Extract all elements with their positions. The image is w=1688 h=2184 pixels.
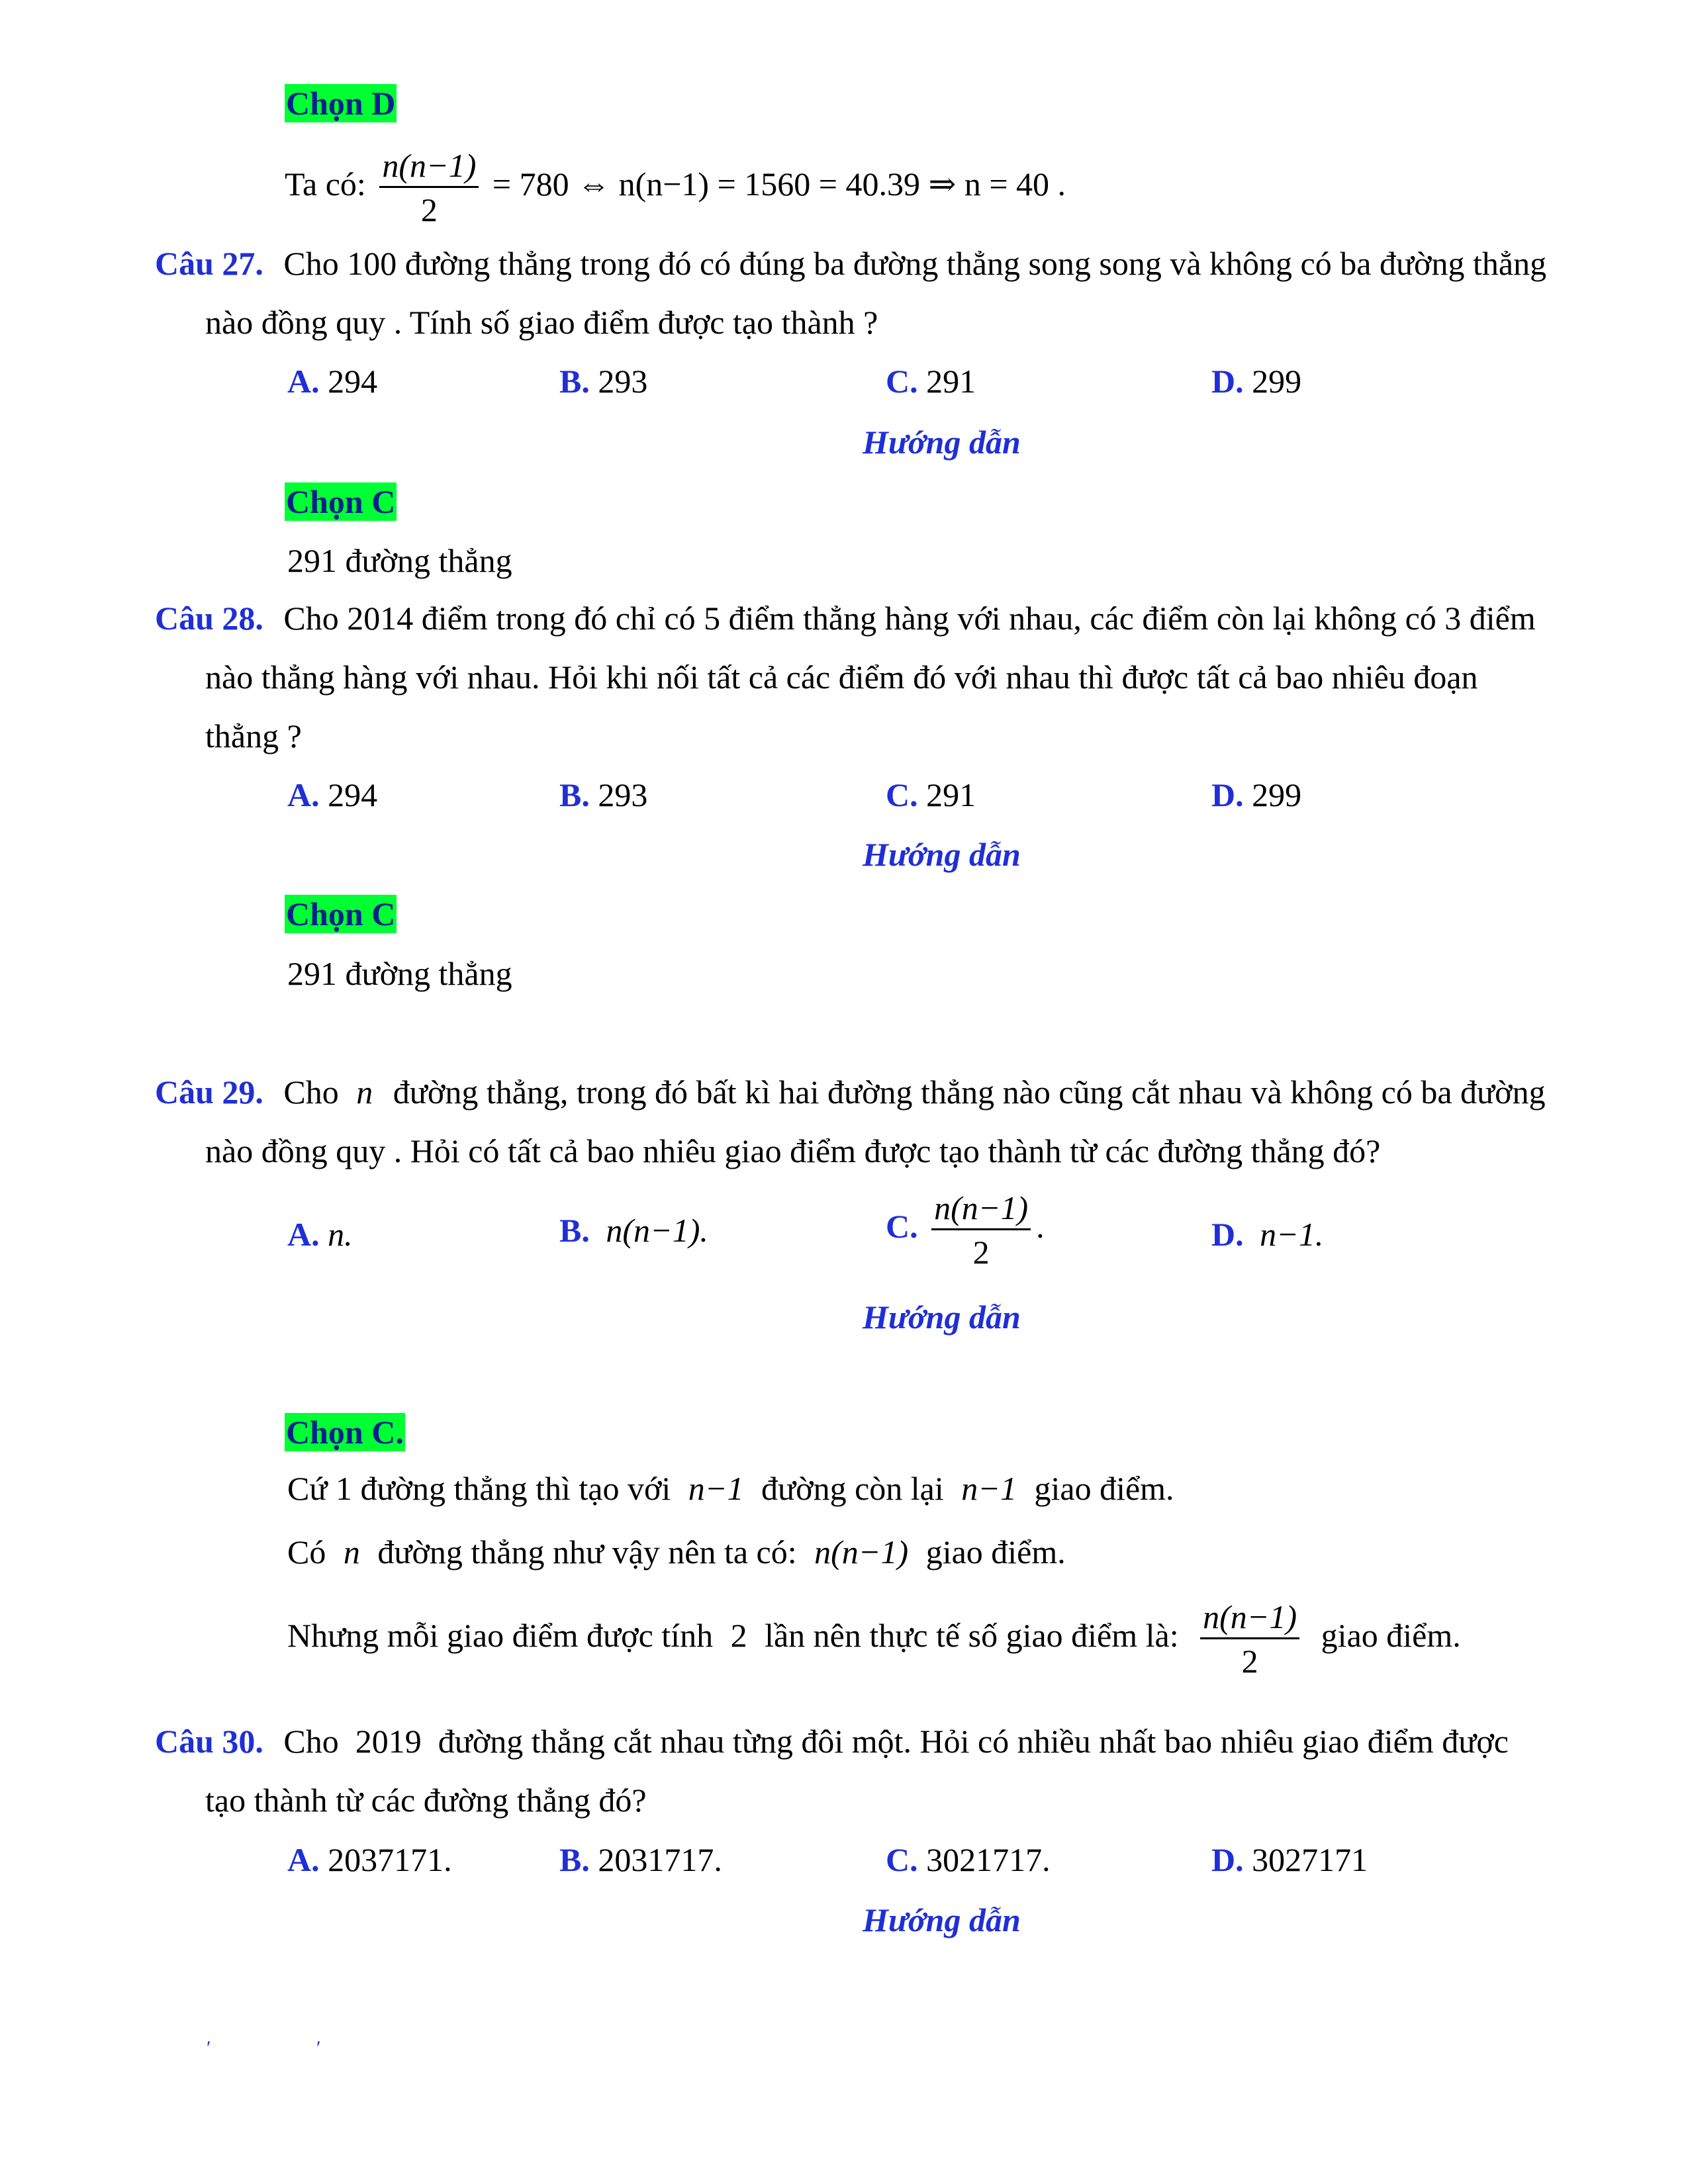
question-text-line: nào đồng quy . Hỏi có tất cả bao nhiêu giao điểm được tạo thành từ các đường thẳng đó? — [205, 1132, 1381, 1169]
solution-text: đường thẳng như vậy nên ta có: — [377, 1533, 797, 1570]
solution-line-3 — [287, 1600, 1461, 1678]
fraction-denominator: 2 — [1241, 1643, 1258, 1680]
solution-equation: = 780 ⇔ n(n−1) = 1560 = 40.39 ⇒ n = 40 . — [492, 165, 1066, 203]
option-letter: D. — [1211, 776, 1244, 813]
fraction — [1200, 1600, 1299, 1678]
option-text: 2031717. — [598, 1841, 722, 1878]
solution-text: Nhưng mỗi giao điểm được tính — [287, 1616, 714, 1654]
solution-text: giao điểm. — [1034, 1470, 1174, 1507]
question-text-line: tạo thành từ các đường thẳng đó? — [205, 1782, 647, 1819]
fraction — [379, 149, 479, 226]
option-letter: B. — [559, 1212, 590, 1249]
option-a — [287, 365, 377, 398]
option-text: 3021717. — [926, 1841, 1051, 1878]
question-text: Cho 2014 điểm trong đó chỉ có 5 điểm thẳng hàng với nhau, các điểm còn lại không có 3 điểm — [283, 600, 1536, 637]
solution-line-2 — [287, 1535, 1066, 1569]
question-text: Cho 2019 đường thẳng cắt nhau từng đôi một. Hỏi có nhiều nhất bao nhiêu giao điểm được — [283, 1723, 1509, 1760]
question-text-line: thẳng ? — [205, 717, 302, 754]
solution-text: lần nên thực tế số giao điểm là: — [765, 1616, 1179, 1654]
option-c — [886, 1191, 1045, 1269]
option-letter: A. — [287, 363, 320, 400]
guide-heading: Hướng dẫn — [863, 1298, 1021, 1336]
answer-badge: Chọn C — [286, 895, 396, 933]
option-text: 294 — [328, 363, 378, 400]
option-b — [559, 778, 647, 811]
option-a — [287, 778, 377, 811]
math-expr: n−1 — [961, 1470, 1017, 1507]
option-text: 299 — [1252, 363, 1302, 400]
solution-text: đường còn lại — [761, 1470, 944, 1507]
option-letter: B. — [559, 363, 590, 400]
answer-badge: Chọn D — [286, 85, 396, 122]
option-c — [886, 1843, 1051, 1876]
option-a — [287, 1843, 452, 1876]
solution-text: giao điểm. — [1321, 1616, 1461, 1654]
option-letter: C. — [886, 363, 918, 400]
fraction-numerator: n(n−1) — [1200, 1600, 1299, 1639]
solution-text: Cứ 1 đường thẳng thì tạo với — [287, 1470, 671, 1507]
option-text: n−1. — [1260, 1216, 1324, 1253]
option-letter: C. — [886, 1841, 918, 1878]
solution-text: Có — [287, 1533, 326, 1570]
solution-line-1 — [287, 1472, 1174, 1505]
option-letter: A. — [287, 1841, 320, 1878]
option-c — [886, 365, 976, 398]
question-number: Câu 30. — [155, 1723, 263, 1760]
question-text: Cho 100 đường thẳng trong đó có đúng ba đường thẳng song song và không có ba đường thẳng — [283, 245, 1547, 282]
option-tail: . — [1036, 1207, 1045, 1245]
question-number: Câu 28. — [155, 600, 263, 637]
option-text: 299 — [1252, 776, 1302, 813]
option-text: 2037171. — [328, 1841, 452, 1878]
solution-prefix: Ta có: — [285, 165, 366, 203]
option-text: 291 — [926, 363, 976, 400]
question-27 — [155, 247, 1546, 280]
question-text-line: nào thẳng hàng với nhau. Hỏi khi nối tất cả các điểm đó với nhau thì được tất cả bao nhiêu đoạn — [205, 659, 1478, 696]
option-text: 3027171 — [1252, 1841, 1368, 1878]
fraction-denominator: 2 — [972, 1234, 990, 1271]
cutoff-accent-mark: ʹ — [207, 2037, 211, 2059]
question-29 — [155, 1075, 1546, 1109]
question-28 — [155, 602, 1536, 635]
solution-text: giao điểm. — [925, 1533, 1066, 1570]
solution-text: 291 đường thẳng — [287, 955, 512, 992]
option-letter: D. — [1211, 363, 1244, 400]
variable-n: n — [356, 1073, 373, 1111]
guide-heading: Hướng dẫn — [863, 424, 1021, 461]
variable-n: n — [343, 1533, 360, 1570]
question-number: Câu 27. — [155, 245, 263, 282]
math-expr: n−1 — [688, 1470, 744, 1507]
option-b — [559, 1843, 722, 1876]
option-letter: C. — [886, 776, 918, 813]
option-letter: D. — [1211, 1841, 1244, 1878]
guide-heading: Hướng dẫn — [863, 1901, 1021, 1938]
fraction — [931, 1191, 1031, 1269]
option-text: 294 — [328, 776, 378, 813]
math-expr: n(n−1) — [814, 1533, 909, 1570]
option-letter: B. — [559, 776, 590, 813]
solution-text: 291 đường thẳng — [287, 542, 512, 579]
option-letter: C. — [886, 1207, 918, 1245]
option-text: 293 — [598, 363, 648, 400]
option-text: 291 — [926, 776, 976, 813]
fraction-denominator: 2 — [420, 191, 438, 228]
option-letter: A. — [287, 776, 320, 813]
option-b — [559, 1214, 708, 1247]
question-text-prefix: Cho — [283, 1073, 339, 1111]
fraction-numerator: n(n−1) — [931, 1191, 1031, 1230]
option-text: n(n−1). — [606, 1212, 708, 1249]
question-text: đường thẳng, trong đó bất kì hai đường thẳng nào cũng cắt nhau và không có ba đường — [393, 1073, 1546, 1111]
question-30 — [155, 1725, 1509, 1758]
option-text: n. — [328, 1216, 353, 1253]
answer-badge: Chọn C — [286, 483, 396, 520]
option-a — [287, 1218, 353, 1251]
question-text-line: nào đồng quy . Tính số giao điểm được tạo thành ? — [205, 304, 878, 341]
fraction-numerator: n(n−1) — [379, 149, 479, 188]
cutoff-accent-mark: ʹ — [316, 2037, 321, 2059]
option-d — [1211, 1218, 1323, 1251]
solution-line — [285, 149, 1066, 226]
option-text: 293 — [598, 776, 648, 813]
option-b — [559, 365, 647, 398]
question-number: Câu 29. — [155, 1073, 263, 1111]
option-d — [1211, 1843, 1368, 1876]
option-d — [1211, 778, 1301, 811]
answer-badge: Chọn C. — [286, 1414, 404, 1451]
option-d — [1211, 365, 1301, 398]
option-letter: D. — [1211, 1216, 1244, 1253]
math-number: 2 — [730, 1616, 747, 1654]
option-letter: A. — [287, 1216, 320, 1253]
option-c — [886, 778, 976, 811]
guide-heading: Hướng dẫn — [863, 836, 1021, 873]
option-letter: B. — [559, 1841, 590, 1878]
